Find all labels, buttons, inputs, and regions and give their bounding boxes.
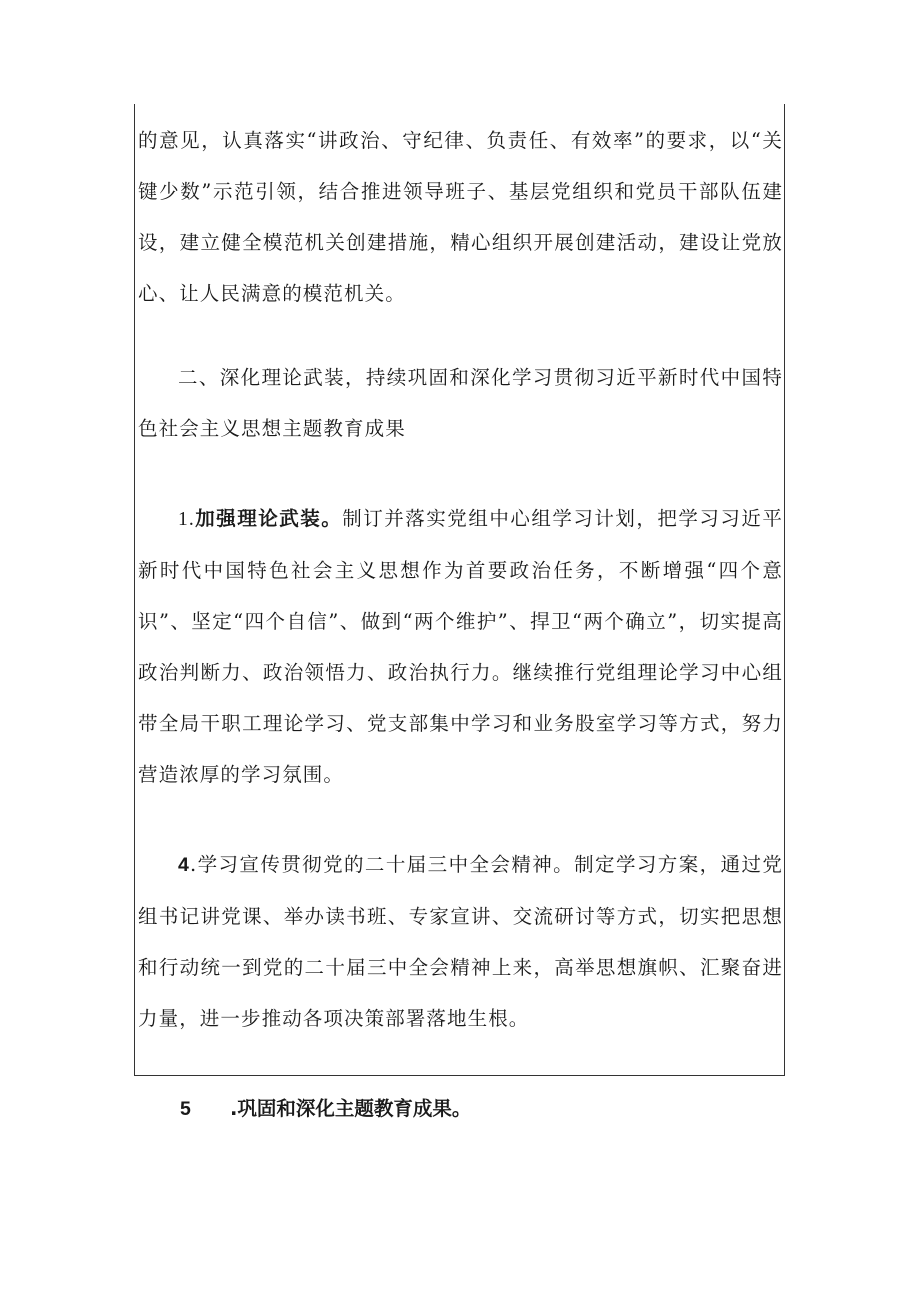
item-1-title: 加强理论武装。 [194, 507, 343, 530]
item-4-title: .学习宣传贯彻党的二十届三中全会精神。 [189, 853, 575, 876]
item-1-body: 制订并落实党组中心组学习计划，把学习习近平新时代中国特色社会主义思想作为首要政治任务，不断增强“四个意识”、坚定“四个自信”、做到“两个维护”、捍卫“两个确立”，切实提高政治判断力、政治领悟力、政治执行力。继续推行党组理论学习中心组带全局干职工理论学习、党支部集中学习和业务股室学习等方式，努力营造浓厚的学习氛围。 [138, 507, 783, 786]
section-heading-2: 二、深化理论武装，持续巩固和深化学习贯彻习近平新时代中国特色社会主义思想主题教育成果 [138, 366, 783, 440]
item-5-title: .巩固和深化主题教育成果。 [230, 1097, 472, 1120]
item-5-paragraph [138, 1083, 783, 1135]
item-4-body: 制定学习方案，通过党组书记讲党课、举办读书班、专家宣讲、交流研讨等方式，切实把思想和行动统一到党的二十届三中全会精神上来，高举思想旗帜、汇聚奋进力量，进一步推动各项决策部署落地生根。 [138, 853, 783, 1030]
item-1-paragraph [138, 493, 783, 800]
item-4-paragraph [138, 839, 783, 1044]
item-4-number: 4 [178, 854, 190, 876]
paragraph-model-organ: 的意见，认真落实“讲政治、守纪律、负责任、有效率”的要求，以“关键少数”示范引领，结合推进领导班子、基层党组织和党员干部队伍建设，建立健全模范机关创建措施，精心组织开展创建活动，建设让党放心、让人民满意的模范机关。 [138, 129, 783, 305]
item-5-number: 5 [180, 1098, 191, 1120]
item-1-number: 1. [178, 509, 195, 530]
document-content [138, 115, 783, 1135]
